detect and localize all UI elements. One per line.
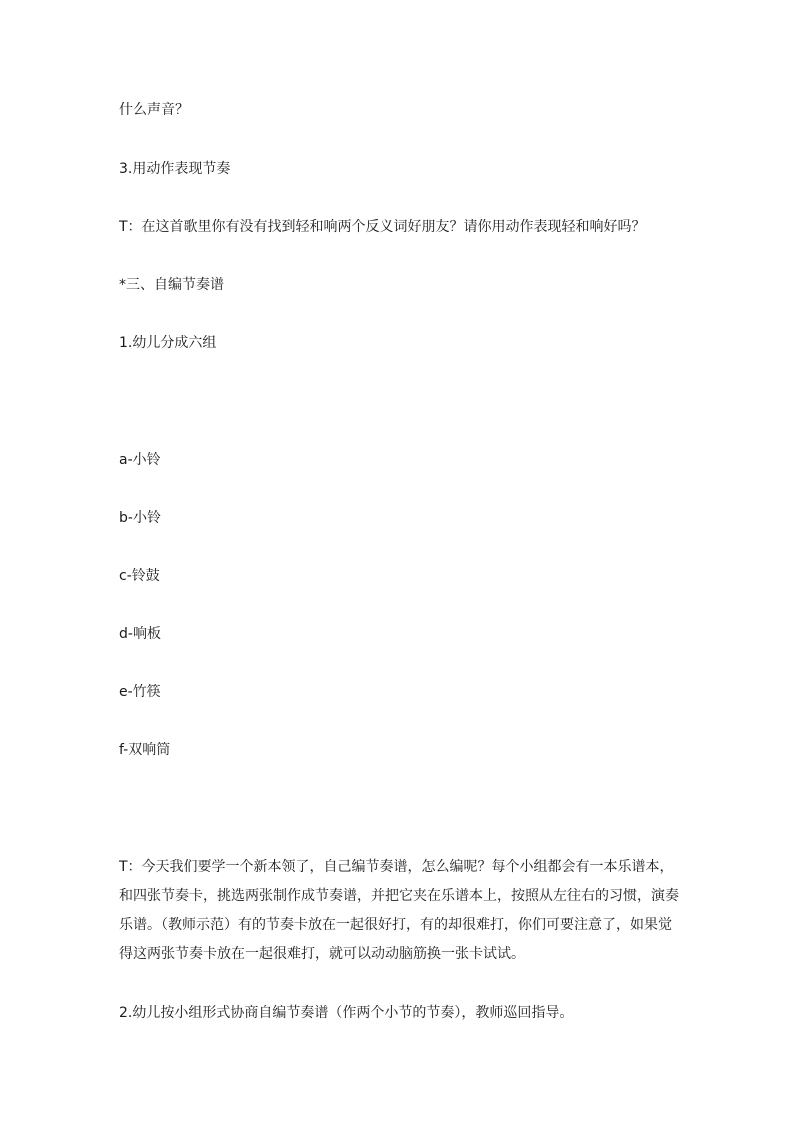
teacher-opposites-line: T：在这首歌里你有没有找到轻和响两个反义词好朋友？请你用动作表现轻和响好吗？ (119, 219, 646, 235)
step-1-heading: 1.幼儿分成六组 (119, 335, 217, 351)
paragraph-line: 得这两张节奏卡放在一起很难打，就可以动动脑筋换一张卡试试。 (119, 946, 525, 962)
group-item-f: f-双响筒 (119, 742, 171, 758)
group-item-b: b-小铃 (119, 510, 161, 526)
group-item-e: e-竹筷 (119, 684, 161, 700)
step-2-line: 2.幼儿按小组形式协商自编节奏谱（作两个小节的节奏），教师巡回指导。 (119, 1005, 574, 1021)
group-item-d: d-响板 (119, 626, 161, 642)
paragraph-line: 乐谱。（教师示范）有的节奏卡放在一起很好打，有的却很难打，你们可要注意了，如果觉 (119, 917, 672, 933)
step-3-heading: 3.用动作表现节奏 (119, 161, 231, 177)
group-item-c: c-铃鼓 (119, 568, 160, 584)
group-item-a: a-小铃 (119, 452, 161, 468)
paragraph-line: T：今天我们要学一个新本领了，自己编节奏谱，怎么编呢？每个小组都会有一本乐谱本， (119, 859, 674, 875)
teacher-instruction-paragraph (119, 853, 679, 969)
question-line: 什么声音？ (119, 102, 189, 118)
section-3-heading: *三、自编节奏谱 (119, 277, 224, 293)
paragraph-line: 和四张节奏卡，挑选两张制作成节奏谱，并把它夹在乐谱本上，按照从左往右的习惯，演奏 (119, 888, 679, 904)
